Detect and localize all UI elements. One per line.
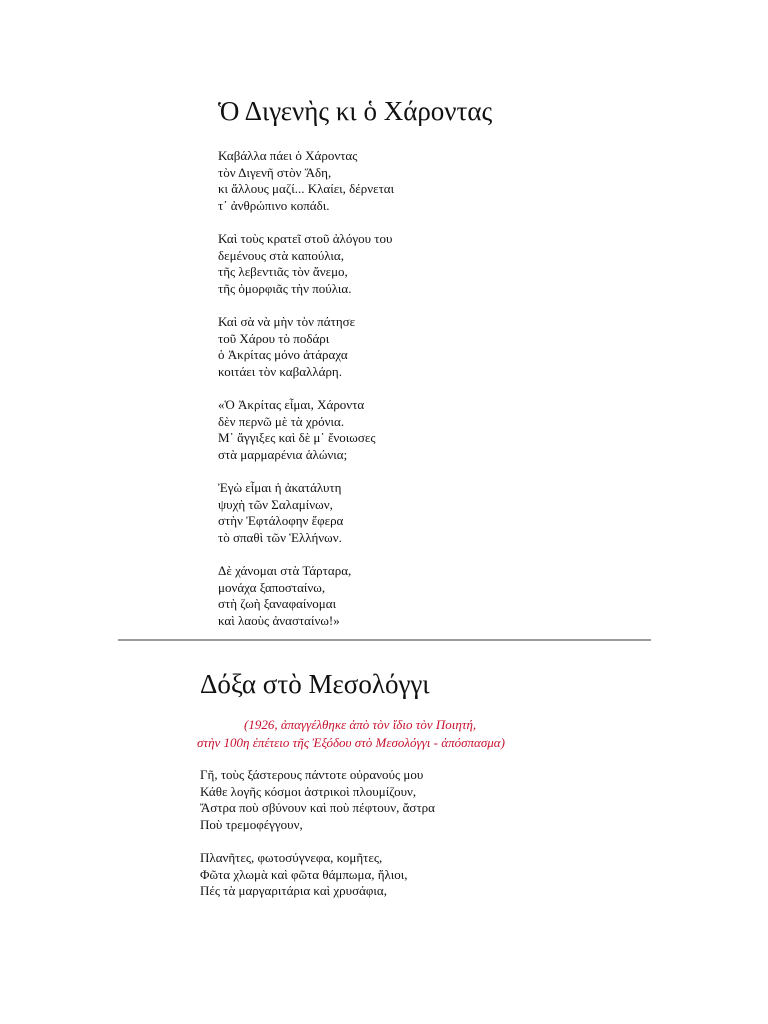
poem-title: Δόξα στὸ Μεσολόγγι [200, 669, 430, 699]
verse-line: Δὲ χάνομαι στὰ Τάρταρα, [218, 563, 352, 578]
stanza [218, 148, 394, 214]
verse-line: τῆς ὀμορφιᾶς τὴν πούλια. [218, 280, 352, 296]
verse-line: δὲν περνῶ μὲ τὰ χρόνια. [218, 413, 345, 429]
poem-body [200, 767, 435, 917]
verse-line: ψυχὴ τῶν Σαλαμίνων, [218, 496, 333, 512]
verse-line: μονάχα ξαποσταίνω, [218, 579, 326, 595]
verse-line: Καὶ τοὺς κρατεῖ στοῦ ἀλόγου του [218, 231, 393, 246]
verse-line: κοιτάει τὸν καβαλλάρη. [218, 363, 342, 379]
verse-line: στὰ μαρμαρένια ἁλώνια; [218, 446, 348, 462]
stanza [218, 480, 394, 546]
verse-line: Καὶ σὰ νὰ μὴν τὸν πάτησε [218, 314, 356, 329]
verse-line: δεμένους στὰ καπούλια, [218, 247, 344, 263]
verse-line: Κάθε λογῆς κόσμοι ἀστρικοὶ πλουμίζουν, [200, 783, 417, 799]
stanza [218, 314, 394, 380]
verse-line: Πλανῆτες, φωτοσύγνεφα, κομῆτες, [200, 850, 383, 865]
verse-line: τὸ σπαθὶ τῶν Ἑλλήνων. [218, 529, 342, 545]
verse-line: Γῆ, τοὺς ξάστερους πάντοτε οὐρανούς μου [200, 767, 424, 782]
verse-line: τὸν Διγενῆ στὸν Ἅδη, [218, 164, 332, 180]
verse-line: Πές τὰ μαργαριτάρια καὶ χρυσάφια, [200, 883, 387, 898]
poem-note [197, 716, 505, 752]
verse-line: Φῶτα χλωμὰ καὶ φῶτα θάμπωμα, ἥλιοι, [200, 866, 408, 882]
verse-line: Ποὺ τρεμοφέγγουν, [200, 816, 303, 832]
verse-line: τοῦ Χάρου τὸ ποδάρι [218, 330, 330, 346]
poem-title: Ὁ Διγενὴς κι ὁ Χάροντας [218, 96, 493, 126]
verse-line: Μ᾽ ἄγγιξες καὶ δὲ μ᾽ ἔνοιωσες [218, 430, 376, 445]
verse-line: «Ὁ Ἀκρίτας εἶμαι, Χάροντα [218, 397, 365, 412]
poem-body [218, 148, 394, 646]
verse-line: στὴν Ἐφτάλοφην ἔφερα [218, 513, 344, 528]
note-line: (1926, ἀπαγγέλθηκε ἀπὸ τὸν ἴδιο τὸν Ποιητή, [244, 717, 477, 732]
verse-line: Καβάλλα πάει ὁ Χάροντας [218, 148, 358, 163]
stanza [218, 231, 394, 297]
verse-line: Ἄστρα ποὺ σβύνουν καὶ ποὺ πέφτουν, ἄστρα [200, 800, 435, 815]
stanza [218, 563, 394, 629]
verse-line: Ἐγὼ εἶμαι ἡ ἀκατάλυτη [218, 480, 342, 495]
note-line: στὴν 100η ἐπέτειο τῆς Ἐξόδου στὸ Μεσολόγγι - ἀπόσπασμα) [197, 735, 505, 750]
stanza [200, 850, 435, 900]
verse-line: καὶ λαοὺς ἀνασταίνω!» [218, 612, 340, 628]
stanza [218, 397, 394, 463]
section-divider [118, 639, 651, 641]
verse-line: στὴ ζωὴ ξαναφαίνομαι [218, 596, 337, 611]
verse-line: κι ἄλλους μαζί... Κλαίει, δέρνεται [218, 181, 395, 196]
verse-line: τ᾽ ἀνθρώπινο κοπάδι. [218, 197, 330, 213]
verse-line: ὁ Ἀκρίτας μόνο ἀτάραχα [218, 347, 348, 362]
verse-line: τῆς λεβεντιᾶς τὸν ἄνεμο, [218, 264, 348, 279]
stanza [200, 767, 435, 833]
